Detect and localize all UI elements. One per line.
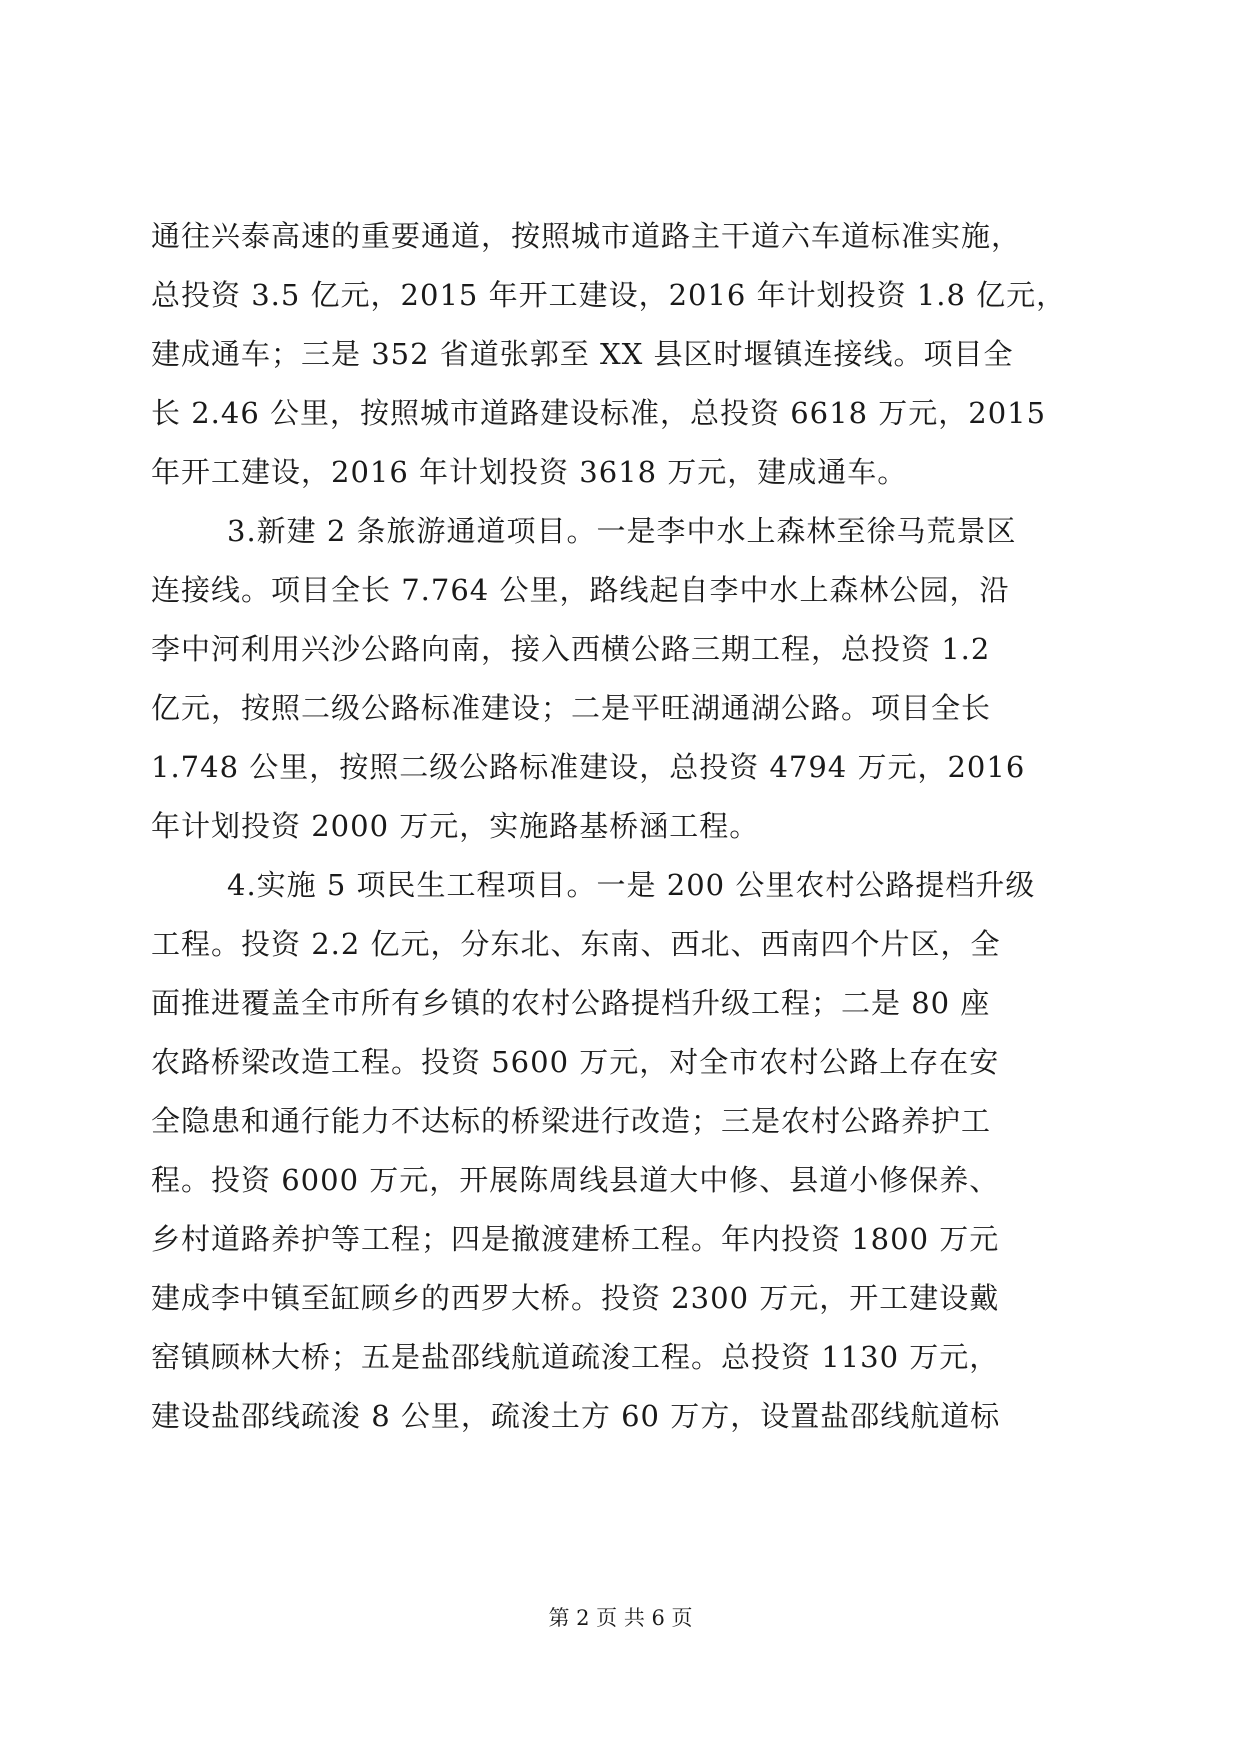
text-line: 程。投资 6000 万元，开展陈周线县道大中修、县道小修保养、 bbox=[151, 1163, 1000, 1197]
text-line: 建设盐邵线疏浚 8 公里，疏浚土方 60 万方，设置盐邵线航道标 bbox=[151, 1399, 1001, 1433]
paragraph-start-line: 4.实施 5 项民生工程项目。一是 200 公里农村公路提档升级 bbox=[227, 868, 1036, 902]
text-line: 年开工建设，2016 年计划投资 3618 万元，建成通车。 bbox=[151, 455, 908, 489]
text-line: 1.748 公里，按照二级公路标准建设，总投资 4794 万元，2016 bbox=[151, 750, 1026, 784]
document-body bbox=[151, 207, 1111, 1446]
text-line: 乡村道路养护等工程；四是撤渡建桥工程。年内投资 1800 万元 bbox=[151, 1222, 1000, 1256]
text-line: 年计划投资 2000 万元，实施路基桥涵工程。 bbox=[151, 809, 760, 843]
text-line: 长 2.46 公里，按照城市道路建设标准，总投资 6618 万元，2015 bbox=[151, 396, 1047, 430]
text-line: 亿元，按照二级公路标准建设；二是平旺湖通湖公路。项目全长 bbox=[151, 691, 992, 725]
page-footer: 第 2 页 共 6 页 bbox=[548, 1606, 693, 1630]
text-line: 面推进覆盖全市所有乡镇的农村公路提档升级工程；二是 80 座 bbox=[151, 986, 991, 1020]
paragraph-start-line: 3.新建 2 条旅游通道项目。一是李中水上森林至徐马荒景区 bbox=[227, 514, 1017, 548]
text-line: 农路桥梁改造工程。投资 5600 万元，对全市农村公路上存在安 bbox=[151, 1045, 1000, 1079]
text-line: 李中河利用兴沙公路向南，接入西横公路三期工程，总投资 1.2 bbox=[151, 632, 991, 666]
text-line: 建成李中镇至缸顾乡的西罗大桥。投资 2300 万元，开工建设戴 bbox=[151, 1281, 1000, 1315]
text-line: 窑镇顾林大桥；五是盐邵线航道疏浚工程。总投资 1130 万元， bbox=[151, 1340, 1000, 1374]
text-line: 通往兴泰高速的重要通道，按照城市道路主干道六车道标准实施， bbox=[151, 219, 1022, 253]
text-line: 总投资 3.5 亿元，2015 年开工建设，2016 年计划投资 1.8 亿元， bbox=[151, 278, 1067, 312]
text-line: 全隐患和通行能力不达标的桥梁进行改造；三是农村公路养护工 bbox=[151, 1104, 992, 1138]
text-line: 工程。投资 2.2 亿元，分东北、东南、西北、西南四个片区，全 bbox=[151, 927, 1001, 961]
text-line: 建成通车；三是 352 省道张郭至 XX 县区时堰镇连接线。项目全 bbox=[151, 337, 1014, 371]
text-line: 连接线。项目全长 7.764 公里，路线起自李中水上森林公园，沿 bbox=[151, 573, 1010, 607]
